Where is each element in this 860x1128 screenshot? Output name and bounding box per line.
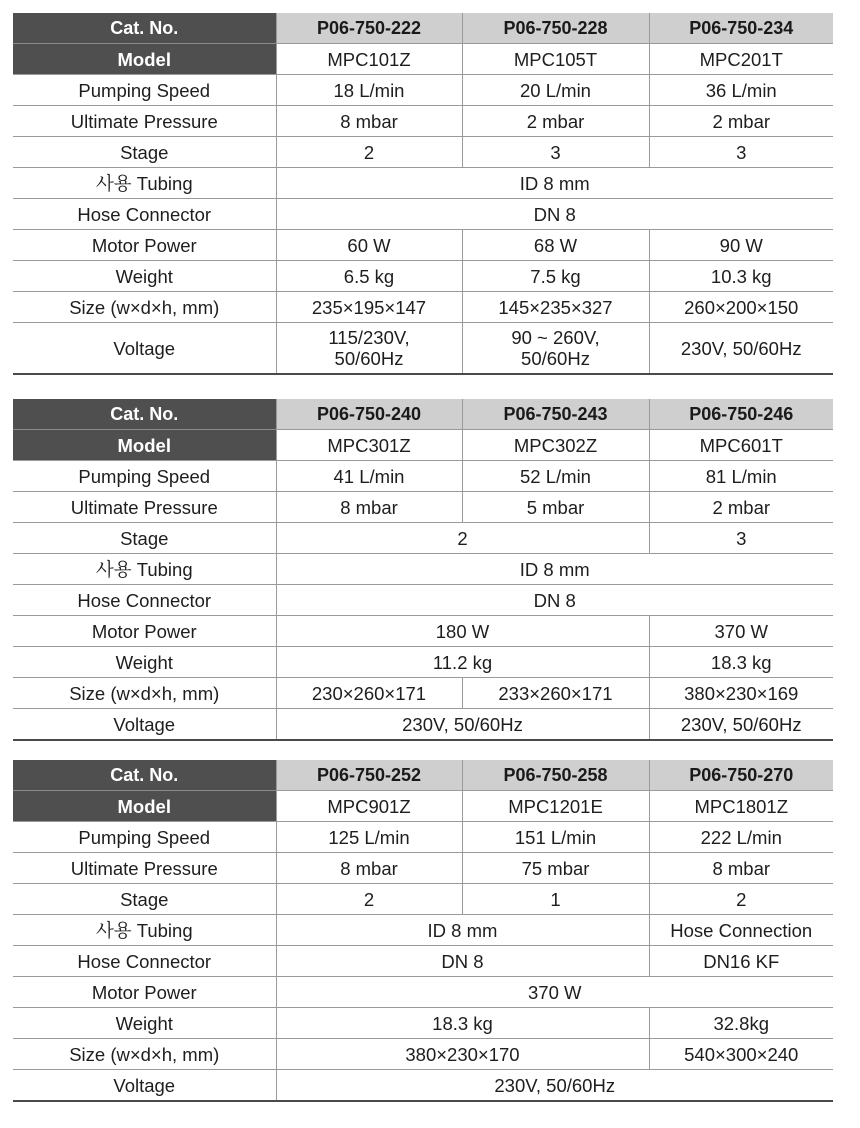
table-row [13, 106, 833, 137]
table-cell: 7.5 kg [462, 261, 649, 292]
row-label-cat-no: Cat. No. [13, 399, 276, 430]
table-row [13, 523, 833, 554]
table-cell: 222 L/min [649, 822, 833, 853]
spec-table-3 [13, 760, 833, 1102]
table-cell: 2 mbar [649, 106, 833, 137]
row-label-stage: Stage [13, 523, 276, 554]
table-cell: P06-750-228 [462, 13, 649, 44]
table-cell: 60 W [276, 230, 462, 261]
table-cell: 10.3 kg [649, 261, 833, 292]
cell-line: 115/230V, [328, 327, 410, 348]
row-label-size-w-d-h-mm: Size (w×d×h, mm) [13, 1039, 276, 1070]
table-cell: 2 [649, 884, 833, 915]
table-cell: 180 W [276, 616, 649, 647]
table-cell: 8 mbar [276, 492, 462, 523]
table-cell: MPC105T [462, 44, 649, 75]
table-row [13, 292, 833, 323]
table-cell: 380×230×170 [276, 1039, 649, 1070]
table-cell: MPC601T [649, 430, 833, 461]
row-label-size-w-d-h-mm: Size (w×d×h, mm) [13, 678, 276, 709]
table-cell: DN 8 [276, 946, 649, 977]
row-label-size-w-d-h-mm: Size (w×d×h, mm) [13, 292, 276, 323]
row-label-hose-connector: Hose Connector [13, 946, 276, 977]
table-cell: ID 8 mm [276, 168, 833, 199]
table-cell: 8 mbar [649, 853, 833, 884]
table-cell: 2 [276, 884, 462, 915]
table-cell: DN16 KF [649, 946, 833, 977]
table-row [13, 168, 833, 199]
table-row [13, 1039, 833, 1070]
table-row [13, 261, 833, 292]
table-cell: 90 W [649, 230, 833, 261]
table-cell: DN 8 [276, 585, 833, 616]
table-row [13, 199, 833, 230]
table-row [13, 75, 833, 106]
cell-line: 90 ~ 260V, [511, 327, 600, 348]
row-label-weight: Weight [13, 1008, 276, 1039]
table-cell: 3 [649, 137, 833, 168]
row-label-voltage: Voltage [13, 323, 276, 375]
row-label-pumping-speed: Pumping Speed [13, 822, 276, 853]
table-cell: MPC901Z [276, 791, 462, 822]
table-cell: P06-750-270 [649, 760, 833, 791]
table-cell: 370 W [276, 977, 833, 1008]
table-row [13, 946, 833, 977]
table-cell: 230V, 50/60Hz [276, 1070, 833, 1102]
table-cell: P06-750-222 [276, 13, 462, 44]
table-cell: 5 mbar [462, 492, 649, 523]
table-row [13, 323, 833, 375]
table-cell: 18.3 kg [276, 1008, 649, 1039]
table-cell: ID 8 mm [276, 554, 833, 585]
table-cell: 18 L/min [276, 75, 462, 106]
table-cell: 125 L/min [276, 822, 462, 853]
table-row [13, 1070, 833, 1102]
row-label-weight: Weight [13, 261, 276, 292]
table-cell: P06-750-258 [462, 760, 649, 791]
row-label-model: Model [13, 791, 276, 822]
table-cell: 230V, 50/60Hz [649, 709, 833, 741]
table-cell: P06-750-246 [649, 399, 833, 430]
table-cell: 11.2 kg [276, 647, 649, 678]
table-cell: ID 8 mm [276, 915, 649, 946]
table-cell: 18.3 kg [649, 647, 833, 678]
table-cell: 41 L/min [276, 461, 462, 492]
table-cell: 260×200×150 [649, 292, 833, 323]
table-row [13, 1008, 833, 1039]
row-label-stage: Stage [13, 137, 276, 168]
table-cell [462, 323, 649, 375]
table-cell: 75 mbar [462, 853, 649, 884]
table-cell: P06-750-234 [649, 13, 833, 44]
table-cell: MPC201T [649, 44, 833, 75]
table-cell: 8 mbar [276, 106, 462, 137]
table-cell: 145×235×327 [462, 292, 649, 323]
row-label-weight: Weight [13, 647, 276, 678]
table-cell: 233×260×171 [462, 678, 649, 709]
table-cell: 3 [462, 137, 649, 168]
table-cell: P06-750-252 [276, 760, 462, 791]
table-row [13, 678, 833, 709]
row-label-ultimate-pressure: Ultimate Pressure [13, 106, 276, 137]
table-cell: MPC1201E [462, 791, 649, 822]
table-cell: 2 mbar [462, 106, 649, 137]
table-cell: P06-750-243 [462, 399, 649, 430]
table-cell: 230×260×171 [276, 678, 462, 709]
table-row [13, 616, 833, 647]
row-label-tubing: 사용 Tubing [13, 168, 276, 199]
table-row [13, 760, 833, 791]
table-cell: 1 [462, 884, 649, 915]
row-label-motor-power: Motor Power [13, 977, 276, 1008]
table-cell: 6.5 kg [276, 261, 462, 292]
table-row [13, 492, 833, 523]
cell-line: 50/60Hz [521, 348, 590, 369]
table-row [13, 399, 833, 430]
table-cell [276, 323, 462, 375]
table-cell: 151 L/min [462, 822, 649, 853]
table-cell: 230V, 50/60Hz [649, 323, 833, 375]
table-cell: 540×300×240 [649, 1039, 833, 1070]
row-label-model: Model [13, 430, 276, 461]
table-cell: 2 [276, 523, 649, 554]
cell-line: 50/60Hz [334, 348, 404, 369]
row-label-pumping-speed: Pumping Speed [13, 75, 276, 106]
table-cell: 52 L/min [462, 461, 649, 492]
table-cell: 8 mbar [276, 853, 462, 884]
row-label-cat-no: Cat. No. [13, 760, 276, 791]
table-cell: Hose Connection [649, 915, 833, 946]
spec-table-2 [13, 399, 833, 741]
row-label-motor-power: Motor Power [13, 616, 276, 647]
row-label-tubing: 사용 Tubing [13, 554, 276, 585]
table-cell: 3 [649, 523, 833, 554]
spec-table-1 [13, 13, 833, 375]
table-row [13, 461, 833, 492]
table-row [13, 554, 833, 585]
row-label-hose-connector: Hose Connector [13, 585, 276, 616]
row-label-stage: Stage [13, 884, 276, 915]
table-row [13, 13, 833, 44]
table-row [13, 585, 833, 616]
table-row [13, 884, 833, 915]
row-label-tubing: 사용 Tubing [13, 915, 276, 946]
table-row [13, 647, 833, 678]
table-cell: 370 W [649, 616, 833, 647]
table-cell: 380×230×169 [649, 678, 833, 709]
table-cell: MPC301Z [276, 430, 462, 461]
table-row [13, 791, 833, 822]
row-label-ultimate-pressure: Ultimate Pressure [13, 853, 276, 884]
table-cell: 68 W [462, 230, 649, 261]
table-row [13, 137, 833, 168]
table-cell: 2 mbar [649, 492, 833, 523]
table-row [13, 44, 833, 75]
table-row [13, 230, 833, 261]
row-label-voltage: Voltage [13, 709, 276, 741]
table-cell: DN 8 [276, 199, 833, 230]
row-label-model: Model [13, 44, 276, 75]
table-cell: P06-750-240 [276, 399, 462, 430]
table-cell: MPC1801Z [649, 791, 833, 822]
table-cell: MPC302Z [462, 430, 649, 461]
row-label-voltage: Voltage [13, 1070, 276, 1102]
row-label-hose-connector: Hose Connector [13, 199, 276, 230]
table-cell: 230V, 50/60Hz [276, 709, 649, 741]
row-label-ultimate-pressure: Ultimate Pressure [13, 492, 276, 523]
table-row [13, 853, 833, 884]
table-row [13, 822, 833, 853]
table-cell: MPC101Z [276, 44, 462, 75]
table-row [13, 977, 833, 1008]
table-row [13, 709, 833, 741]
table-cell: 2 [276, 137, 462, 168]
table-row [13, 915, 833, 946]
table-cell: 20 L/min [462, 75, 649, 106]
table-cell: 32.8kg [649, 1008, 833, 1039]
table-cell: 36 L/min [649, 75, 833, 106]
row-label-motor-power: Motor Power [13, 230, 276, 261]
table-cell: 235×195×147 [276, 292, 462, 323]
row-label-pumping-speed: Pumping Speed [13, 461, 276, 492]
table-cell: 81 L/min [649, 461, 833, 492]
table-row [13, 430, 833, 461]
row-label-cat-no: Cat. No. [13, 13, 276, 44]
